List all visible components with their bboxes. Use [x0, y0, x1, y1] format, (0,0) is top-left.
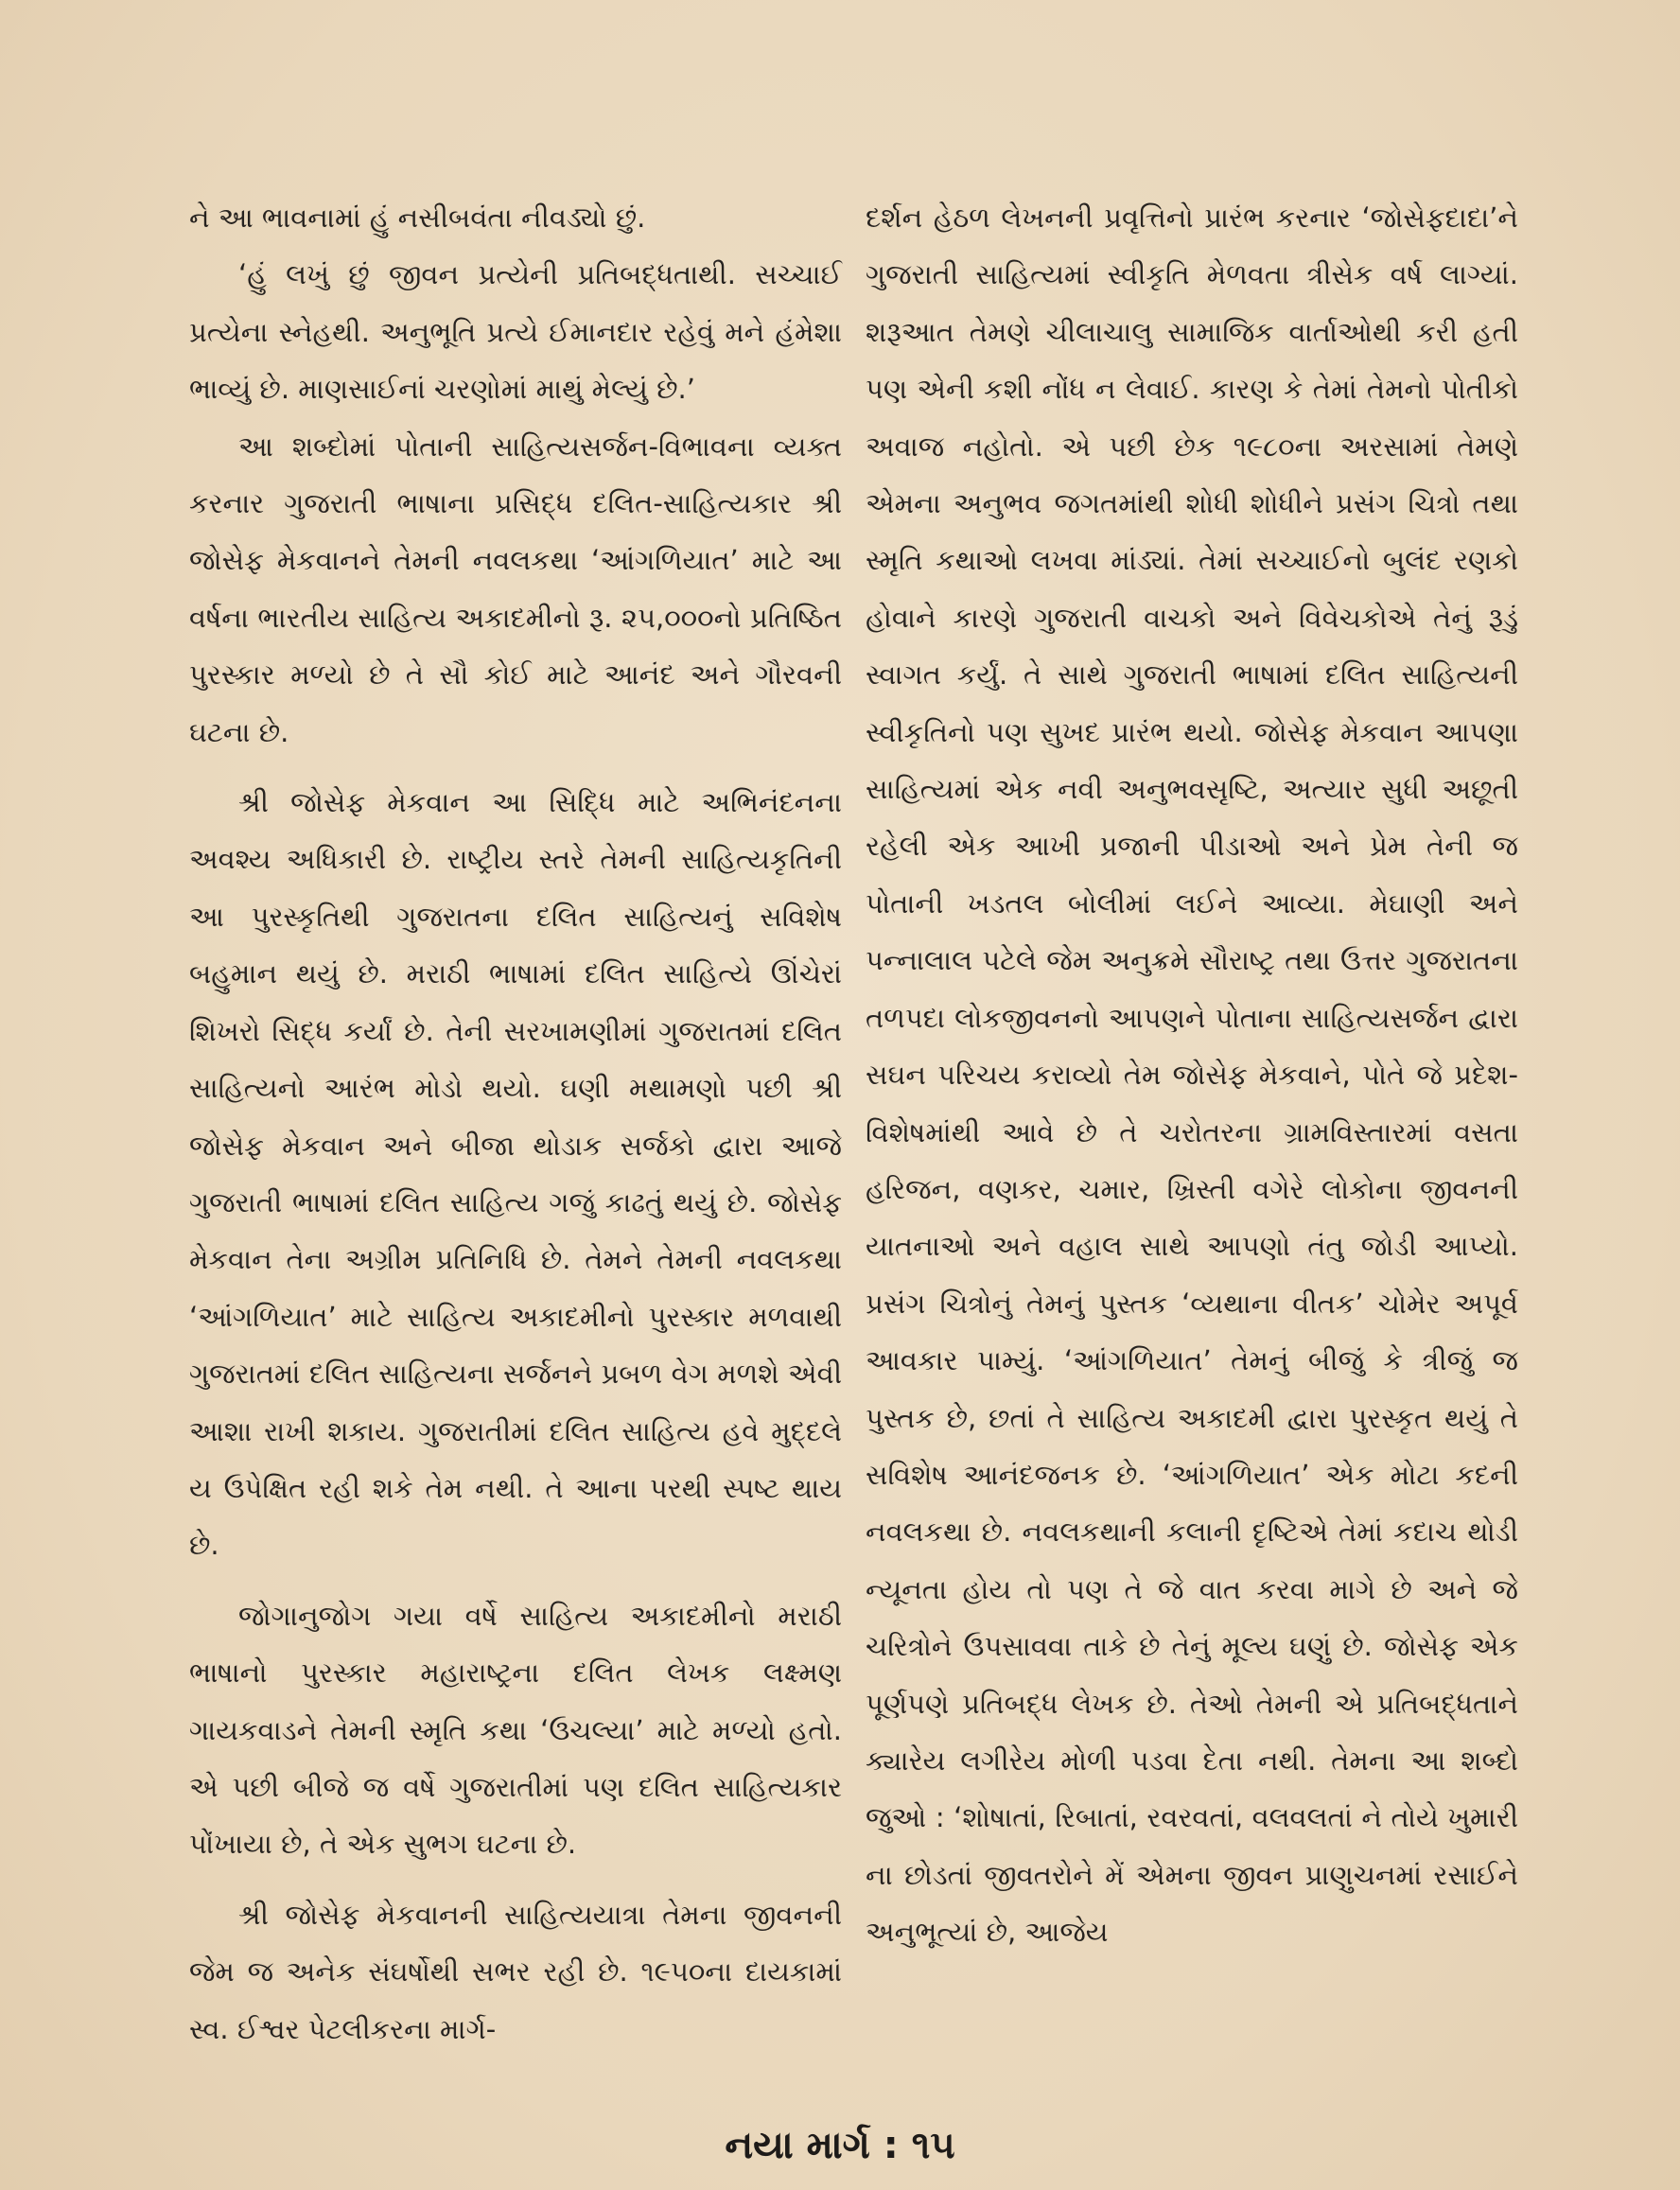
paragraph: ‘હું લખું છું જીવન પ્રત્યેની પ્રતિબદ્ધતાથી. સચ્ચાઈ પ્રત્યેના સ્નેહથી. અનુભૂતિ પ્રત્યે ઈમાનદાર રહેવું મને હંમેશા ભાવ્યું છે. માણસાઈનાં ચરણોમાં માથું મેલ્યું છે.’: [189, 258, 842, 406]
paragraph: શ્રી જોસેફ મેકવાન આ સિદ્ધિ માટે અભિનંદનના અવશ્ય અધિકારી છે. રાષ્ટ્રીય સ્તરે તેમની સાહિત્યકૃતિની આ પુરસ્કૃતિથી ગુજરાતના દલિત સાહિત્યનું સવિશેષ બહુમાન થયું છે. મરાઠી ભાષામાં દલિત સાહિત્યે ઊંચેરાં શિખરો સિદ્ધ કર્યાં છે. તેની સરખામણીમાં ગુજરાતમાં દલિત સાહિત્યનો આરંભ મોડો થયો. ઘણી મથામણો પછી શ્રી જોસેફ મેકવાન અને બીજા થોડાક સર્જકો દ્વારા આજે ગુજરાતી ભાષામાં દલિત સાહિત્ય ગજું કાઢતું થયું છે. જોસેફ મેકવાન તેના અગ્રીમ પ્રતિનિધિ છે. તેમને તેમની નવલકથા ‘આંગળિયાત’ માટે સાહિત્ય અકાદમીનો પુરસ્કાર મળવાથી ગુજરાતમાં દલિત સાહિત્યના સર્જનને પ્રબળ વેગ મળશે એવી આશા રાખી શકાય. ગુજરાતીમાં દલિત સાહિત્ય હવે મુદ્દલે ય ઉપેક્ષિત રહી શકે તેમ નથી. તે આના પરથી સ્પષ્ટ થાય છે.: [189, 786, 842, 1562]
paragraph: શ્રી જોસેફ મેકવાનની સાહિત્યયાત્રા તેમના જીવનની જેમ જ અનેક સંઘર્ષોથી સભર રહી છે. ૧૯૫૦ના દાયકામાં સ્વ. ઈશ્વર પેટલીકરના માર્ગ-: [189, 1898, 842, 2045]
right-text-column: [866, 189, 1518, 1961]
paragraph: દર્શન હેઠળ લેખનની પ્રવૃત્તિનો પ્રારંભ કરનાર ‘જોસેફદાદા’ને ગુજરાતી સાહિત્યમાં સ્વીકૃતિ મેળવતા ત્રીસેક વર્ષ લાગ્યાં. શરૂઆત તેમણે ચીલાચાલુ સામાજિક વાર્તાઓથી કરી હતી પણ એની કશી નોંધ ન લેવાઈ. કારણ કે તેમાં તેમનો પોતીકો અવાજ નહોતો. એ પછી છેક ૧૯૮૦ના અરસામાં તેમણે એમના અનુભવ જગતમાંથી શોધી શોધીને પ્રસંગ ચિત્રો તથા સ્મૃતિ કથાઓ લખવા માંડ્યાં. તેમાં સચ્ચાઈનો બુલંદ રણકો હોવાને કારણે ગુજરાતી વાચકો અને વિવેચકોએ તેનું રૂડું સ્વાગત કર્યું. તે સાથે ગુજરાતી ભાષામાં દલિત સાહિત્યની સ્વીકૃતિનો પણ સુખદ પ્રારંભ થયો. જોસેફ મેકવાન આપણા સાહિત્યમાં એક નવી અનુભવસૃષ્ટિ, અત્યાર સુધી અછૂતી રહેલી એક આખી પ્રજાની પીડાઓ અને પ્રેમ તેની જ પોતાની ખડતલ બોલીમાં લઈને આવ્યા. મેઘાણી અને પન્નાલાલ પટેલે જેમ અનુક્રમે સૌરાષ્ટ્ર તથા ઉત્તર ગુજરાતના તળપદા લોકજીવનનો આપણને પોતાના સાહિત્યસર્જન દ્વારા સઘન પરિચય કરાવ્યો તેમ જોસેફ મેકવાને, પોતે જે પ્રદેશ-વિશેષમાંથી આવે છે તે ચરોતરના ગ્રામવિસ્તારમાં વસતા હરિજન, વણકર, ચમાર, ખ્રિસ્તી વગેરે લોકોના જીવનની યાતનાઓ અને વહાલ સાથે આપણો તંતુ જોડી આપ્યો. પ્રસંગ ચિત્રોનું તેમનું પુસ્તક ‘વ્યથાના વીતક’ ચોમેર અપૂર્વ આવકાર પામ્યું. ‘આંગળિયાત’ તેમનું બીજું કે ત્રીજું જ પુસ્તક છે, છતાં તે સાહિત્ય અકાદમી દ્વારા પુરસ્કૃત થયું તે સવિશેષ આનંદજનક છે. ‘આંગળિયાત’ એક મોટા કદની નવલકથા છે. નવલકથાની કલાની દૃષ્ટિએ તેમાં કદાચ થોડી ન્યૂનતા હોય તો પણ તે જે વાત કરવા માગે છે અને જે ચરિત્રોને ઉપસાવવા તાકે છે તેનું મૂલ્ય ઘણું છે. જોસેફ એક પૂર્ણપણે પ્રતિબદ્ધ લેખક છે. તેઓ તેમની એ પ્રતિબદ્ધતાને ક્યારેય લગીરેય મોળી પડવા દેતા નથી. તેમના આ શબ્દો જુઓ : ‘શોષાતાં, રિબાતાં, રવરવતાં, વલવલતાં ને તોયે ખુમારી ના છોડતાં જીવતરોને મેં એમના જીવન પ્રાણુચનમાં રસાઈને અનુભૂત્યાં છે, આજેય: [866, 201, 1518, 1949]
left-text-column: [189, 189, 842, 2058]
paragraph: આ શબ્દોમાં પોતાની સાહિત્યસર્જન-વિભાવના વ્યક્ત કરનાર ગુજરાતી ભાષાના પ્રસિદ્ધ દલિત-સાહિત્યકાર શ્રી જોસેફ મેકવાનને તેમની નવલકથા ‘આંગળિયાત’ માટે આ વર્ષના ભારતીય સાહિત્ય અકાદમીનો રૂ. ૨૫,૦૦૦નો પ્રતિષ્ઠિત પુરસ્કાર મળ્યો છે તે સૌ કોઈ માટે આનંદ અને ગૌરવની ઘટના છે.: [189, 429, 842, 748]
paragraph: જોગાનુજોગ ગયા વર્ષે સાહિત્ય અકાદમીનો મરાઠી ભાષાનો પુરસ્કાર મહારાષ્ટ્રના દલિત લેખક લક્ષ્મણ ગાયકવાડને તેમની સ્મૃતિ કથા ‘ઉચલ્યા’ માટે મળ્યો હતો. એ પછી બીજે જ વર્ષે ગુજરાતીમાં પણ દલિત સાહિત્યકાર પોંખાયા છે, તે એક સુભગ ઘટના છે.: [189, 1599, 842, 1861]
paragraph: ને આ ભાવનામાં હું નસીબવંતા નીવડ્યો છું.: [189, 201, 646, 234]
page-footer: નયા માર્ગ : ૧૫: [725, 2124, 955, 2167]
